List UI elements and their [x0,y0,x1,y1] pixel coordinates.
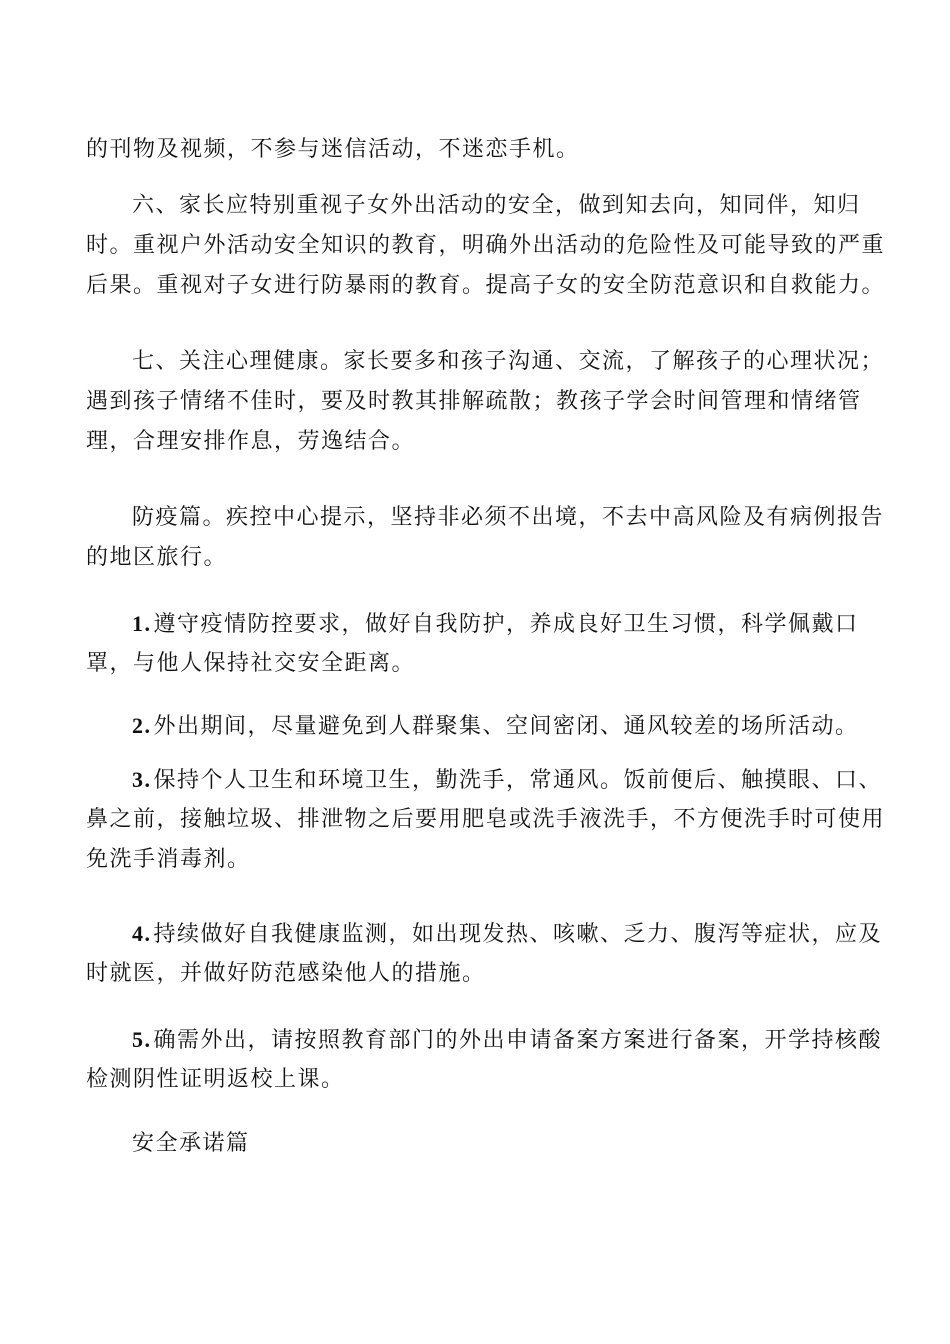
paragraph-numbered-2 [86,706,859,746]
text-line: 六、家长应特别重视子女外出活动的安全，做到知去向，知同伴，知归 [132,193,861,218]
text-line: 罩，与他人保持社交安全距离。 [86,651,416,676]
paragraph-numbered-3 [86,760,886,880]
item-number: 4. [132,921,152,946]
section-heading-safety-pledge [86,1124,846,1164]
paragraph-epidemic-prevention [86,498,885,578]
paragraph-item-seven [86,342,885,462]
item-number: 2. [132,713,152,738]
paragraph-continuation [86,130,846,170]
text-line [86,914,883,954]
text-line: 免洗手消毒剂。 [86,847,251,872]
text-line [86,760,883,800]
text-line: 时就医，并做好防范感染他人的措施。 [86,961,486,986]
paragraph-numbered-5 [86,1020,883,1100]
text-content: 外出期间，尽量避免到人群聚集、空间密闭、通风较差的场所活动。 [153,714,859,739]
text-line: 后果。重视对子女进行防暴雨的教育。提高子女的安全防范意识和自救能力。 [86,273,886,298]
paragraph-item-six [86,186,886,306]
text-line: 检测阴性证明返校上课。 [86,1067,345,1092]
text-content: 确需外出，请按照教育部门的外出申请备案方案进行备案，开学持核酸 [153,1028,883,1053]
text-content: 持续做好自我健康监测，如出现发热、咳嗽、乏力、腹泻等症状，应及 [153,922,883,947]
text-line: 遇到孩子情绪不佳时，要及时教其排解疏散；教孩子学会时间管理和情绪管 [86,389,862,414]
text-line: 时。重视户外活动安全知识的教育，明确外出活动的危险性及可能导致的严重 [86,233,886,258]
text-line: 防疫篇。疾控中心提示，坚持非必须不出境，不去中高风险及有病例报告 [132,505,885,530]
text-line [86,604,859,644]
text-line [86,1020,883,1060]
text-line: 安全承诺篇 [132,1131,250,1156]
text-content: 遵守疫情防控要求，做好自我防护，养成良好卫生习惯，科学佩戴口 [153,612,859,637]
text-line: 的刊物及视频，不参与迷信活动，不迷恋手机。 [86,137,580,162]
item-number: 5. [132,1027,152,1052]
paragraph-numbered-4 [86,914,883,994]
text-line: 的地区旅行。 [86,545,228,570]
text-line: 鼻之前，接触垃圾、排泄物之后要用肥皂或洗手液洗手，不方便洗手时可使用 [86,807,886,832]
text-line: 理，合理安排作息，劳逸结合。 [86,429,416,454]
item-number: 1. [132,611,152,636]
paragraph-numbered-1 [86,604,859,684]
item-number: 3. [132,767,152,792]
text-line: 七、关注心理健康。家长要多和孩子沟通、交流，了解孩子的心理状况； [132,349,885,374]
text-content: 保持个人卫生和环境卫生，勤洗手，常通风。饭前便后、触摸眼、口、 [153,768,883,793]
text-line [86,706,859,746]
